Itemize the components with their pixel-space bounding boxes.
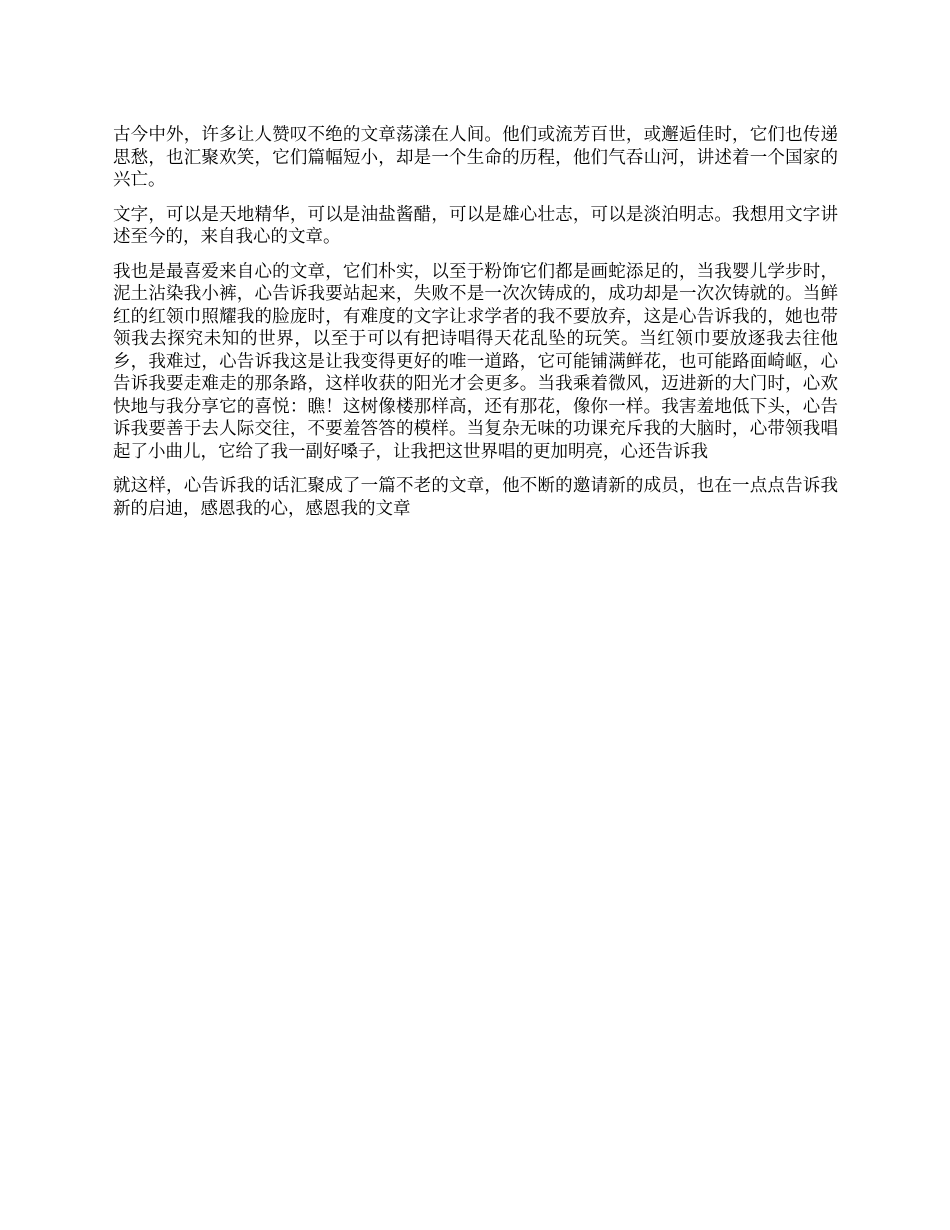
paragraph-heart: 我也是最喜爱来自心的文章，它们朴实，以至于粉饰它们都是画蛇添足的，当我婴儿学步时，泥土沾染我小裤，心告诉我要站起来，失败不是一次次铸成的，成功却是一次次铸就的。当鲜红的红领巾照耀我的脸庞时，有难度的文字让求学者的我不要放弃，这是心告诉我的，她也带领我去探究未知的世界，以至于可以有把诗唱得天花乱坠的玩笑。当红领巾要放逐我去往他乡，我难过，心告诉我这是让我变得更好的唯一道路，它可能铺满鲜花，也可能路面崎岖，心告诉我要走难走的那条路，这样收获的阳光才会更多。当我乘着微风，迈进新的大门时，心欢快地与我分享它的喜悦：瞧！这树像楼那样高，还有那花，像你一样。我害羞地低下头，心告诉我要善于去人际交往，不要羞答答的模样。当复杂无味的功课充斥我的大脑时，心带领我唱起了小曲儿，它给了我一副好嗓子，让我把这世界唱的更加明亮，心还告诉我 [113,261,838,462]
paragraph-words: 文字，可以是天地精华，可以是油盐酱醋，可以是雄心壮志，可以是淡泊明志。我想用文字讲述至今的，来自我心的文章。 [113,204,838,247]
document-body [113,124,838,532]
paragraph-intro: 古今中外，许多让人赞叹不绝的文章荡漾在人间。他们或流芳百世，或邂逅佳时，它们也传递思愁，也汇聚欢笑，它们篇幅短小，却是一个生命的历程，他们气吞山河，讲述着一个国家的兴亡。 [113,125,838,190]
paragraph-conclusion: 就这样，心告诉我的话汇聚成了一篇不老的文章，他不断的邀请新的成员，也在一点点告诉我新的启迪，感恩我的心，感恩我的文章 [113,476,838,519]
